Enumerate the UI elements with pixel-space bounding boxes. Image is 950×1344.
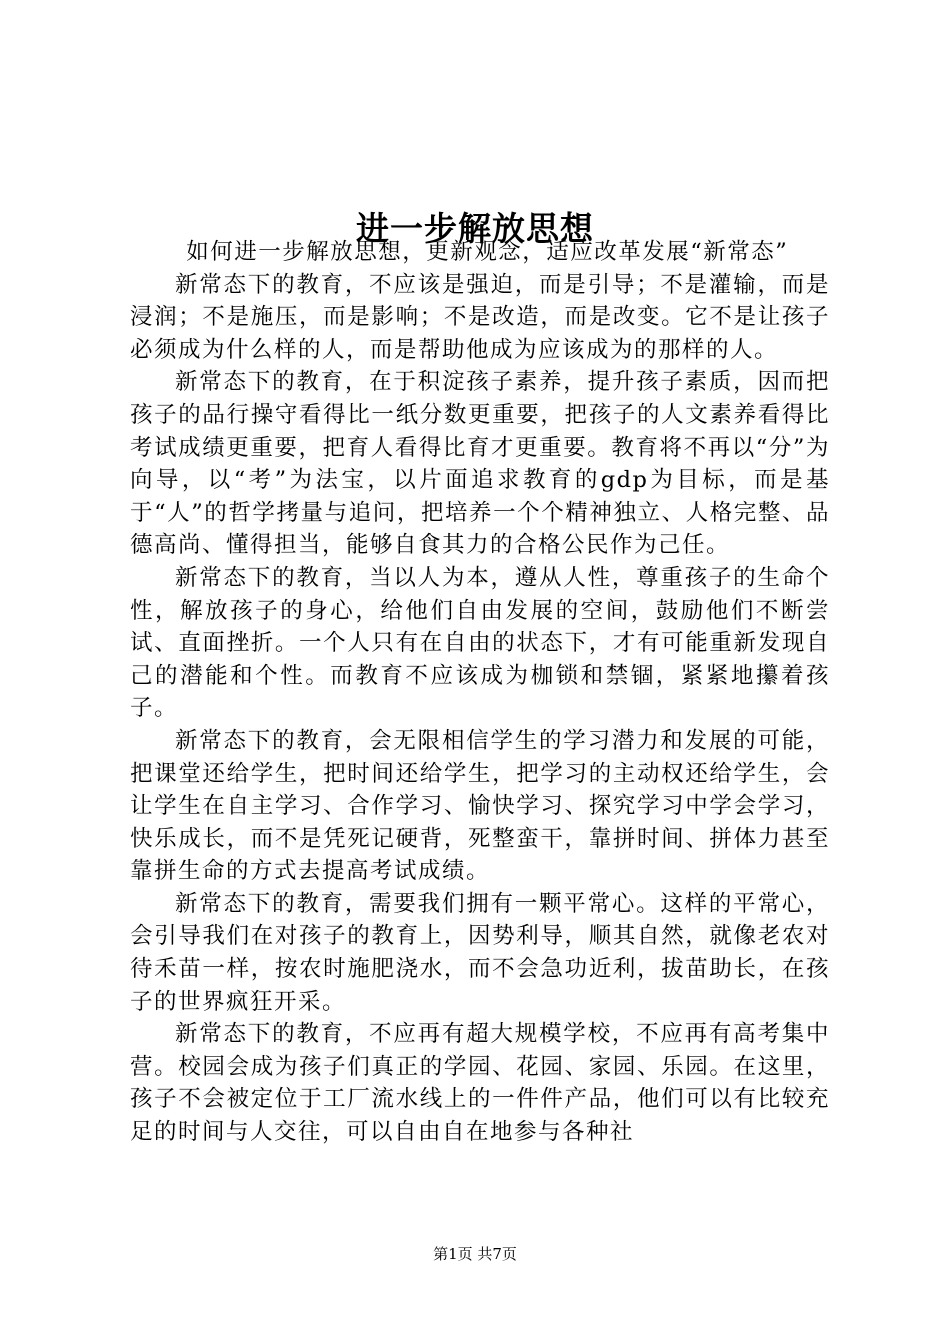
paragraph: 新常态下的教育，当以人为本，遵从人性，尊重孩子的生命个性，解放孩子的身心，给他们自由发展的空间，鼓励他们不断尝试、直面挫折。一个人只有在自由的状态下，才有可能重新发现自己的潜能和个性。而教育不应该成为枷锁和禁锢，紧紧地攥着孩子。 xyxy=(130,564,830,722)
page-number: 第1页 xyxy=(433,1245,473,1263)
paragraph: 新常态下的教育，在于积淀孩子素养，提升孩子素质，因而把孩子的品行操守看得比一纸分数更重要，把孩子的人文素养看得比考试成绩更重要，把育人看得比育才更重要。教育将不再以“分”为向导，以“考”为法宝，以片面追求教育的gdp为目标，而是基于“人”的哲学拷量与追问，把培养一个个精神独立、人格完整、品德高尚、懂得担当，能够自食其力的合格公民作为己任。 xyxy=(130,369,830,559)
paragraph-subtitle: 如何进一步解放思想，更新观念，适应改革发展“新常态” xyxy=(186,239,789,265)
page-total: 共7页 xyxy=(477,1245,517,1263)
paragraph: 新常态下的教育，不应再有超大规模学校，不应再有高考集中营。校园会成为孩子们真正的学园、花园、家园、乐园。在这里，孩子不会被定位于工厂流水线上的一件件产品，他们可以有比较充足的时间与人交往，可以自由自在地参与各种社 xyxy=(130,1021,830,1146)
paragraph: 新常态下的教育，需要我们拥有一颗平常心。这样的平常心，会引导我们在对孩子的教育上，因势利导，顺其自然，就像老农对待禾苗一样，按农时施肥浇水，而不会急功近利，拔苗助长，在孩子的世界疯狂开采。 xyxy=(130,890,830,1015)
page-footer xyxy=(0,1244,950,1264)
document-body xyxy=(130,236,830,1149)
document-title: 进一步解放思想 xyxy=(356,209,594,249)
paragraph: 新常态下的教育，会无限相信学生的学习潜力和发展的可能，把课堂还给学生，把时间还给学生，把学习的主动权还给学生，会让学生在自主学习、合作学习、愉快学习、探究学习中学会学习，快乐成长，而不是凭死记硬背，死整蛮干，靠拼时间、拼体力甚至靠拼生命的方式去提高考试成绩。 xyxy=(130,727,830,885)
paragraph: 新常态下的教育，不应该是强迫，而是引导；不是灌输，而是浸润；不是施压，而是影响；不是改造，而是改变。它不是让孩子必须成为什么样的人，而是帮助他成为应该成为的那样的人。 xyxy=(130,271,830,363)
